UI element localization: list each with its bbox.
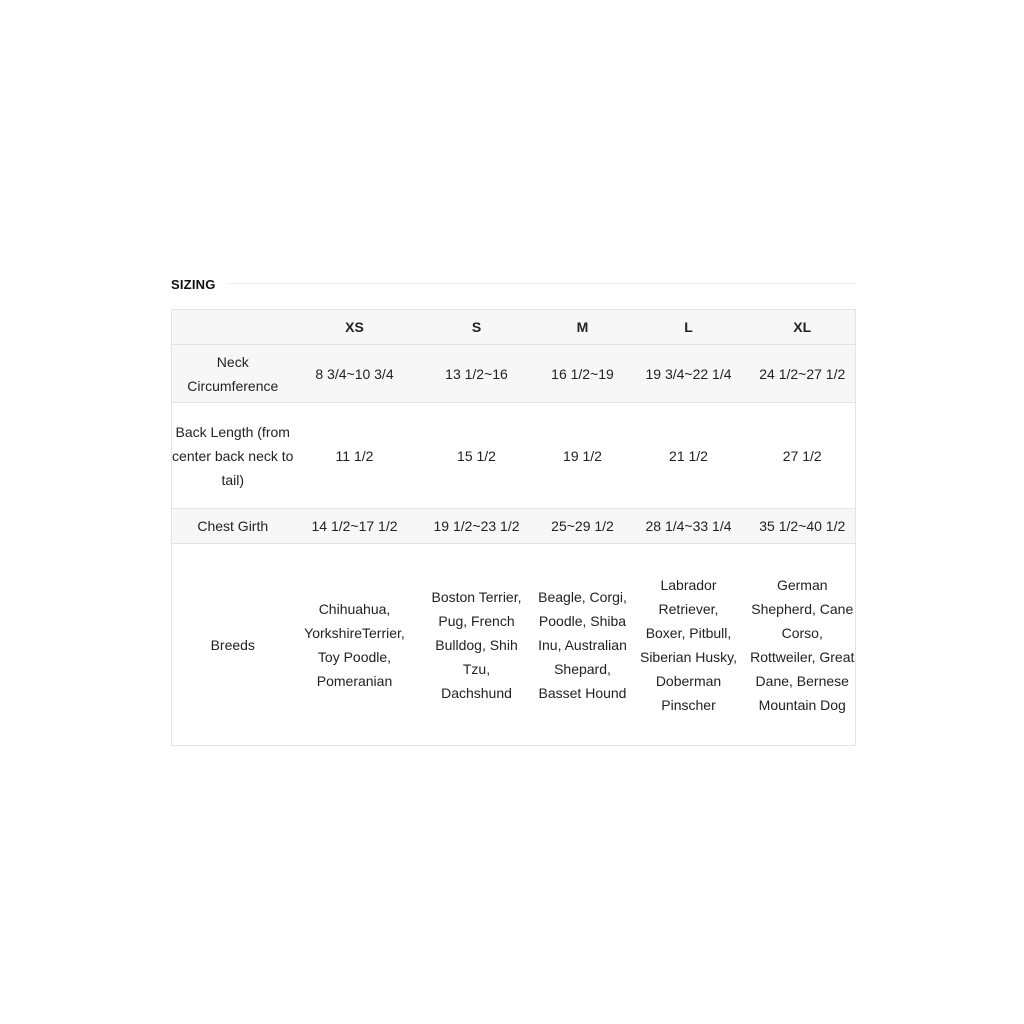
table-cell: 35 1/2~40 1/2: [750, 509, 856, 544]
table-row-breeds: [172, 544, 856, 746]
table-cell: 16 1/2~19: [538, 345, 628, 403]
section-title: SIZING: [171, 277, 216, 292]
table-cell: 19 1/2: [538, 403, 628, 509]
header-cell-xs: XS: [294, 310, 416, 345]
row-label: Back Length (from center back neck to tail): [172, 403, 294, 509]
table-cell: 21 1/2: [628, 403, 750, 509]
table-row-neck-circumference: [172, 345, 856, 403]
table-cell: 24 1/2~27 1/2: [750, 345, 856, 403]
sizing-section: [171, 276, 855, 746]
header-cell-xl: XL: [750, 310, 856, 345]
table-row-chest-girth: [172, 509, 856, 544]
table-cell: 11 1/2: [294, 403, 416, 509]
table-header-row: [172, 310, 856, 345]
table-cell: 19 3/4~22 1/4: [628, 345, 750, 403]
table-cell: Beagle, Corgi, Poodle, Shiba Inu, Australian Shepard, Basset Hound: [538, 544, 628, 746]
table-cell: 8 3/4~10 3/4: [294, 345, 416, 403]
row-label: Breeds: [172, 544, 294, 746]
table-cell: Labrador Retriever, Boxer, Pitbull, Siberian Husky, Doberman Pinscher: [628, 544, 750, 746]
table-cell: 14 1/2~17 1/2: [294, 509, 416, 544]
row-label: Chest Girth: [172, 509, 294, 544]
table-cell: Boston Terrier, Pug, French Bulldog, Shih Tzu, Dachshund: [416, 544, 538, 746]
table-cell: Chihuahua, YorkshireTerrier, Toy Poodle, Pomeranian: [294, 544, 416, 746]
table-cell: 13 1/2~16: [416, 345, 538, 403]
header-cell-empty: [172, 310, 294, 345]
table-cell: German Shepherd, Cane Corso, Rottweiler, Great Dane, Bernese Mountain Dog: [750, 544, 856, 746]
section-divider: [228, 283, 855, 284]
section-header: [171, 276, 855, 294]
row-label: Neck Circumference: [172, 345, 294, 403]
header-cell-m: M: [538, 310, 628, 345]
header-cell-l: L: [628, 310, 750, 345]
table-cell: 27 1/2: [750, 403, 856, 509]
table-cell: 28 1/4~33 1/4: [628, 509, 750, 544]
table-cell: 19 1/2~23 1/2: [416, 509, 538, 544]
table-cell: 15 1/2: [416, 403, 538, 509]
sizing-table: [171, 309, 856, 746]
header-cell-s: S: [416, 310, 538, 345]
table-cell: 25~29 1/2: [538, 509, 628, 544]
table-row-back-length: [172, 403, 856, 509]
